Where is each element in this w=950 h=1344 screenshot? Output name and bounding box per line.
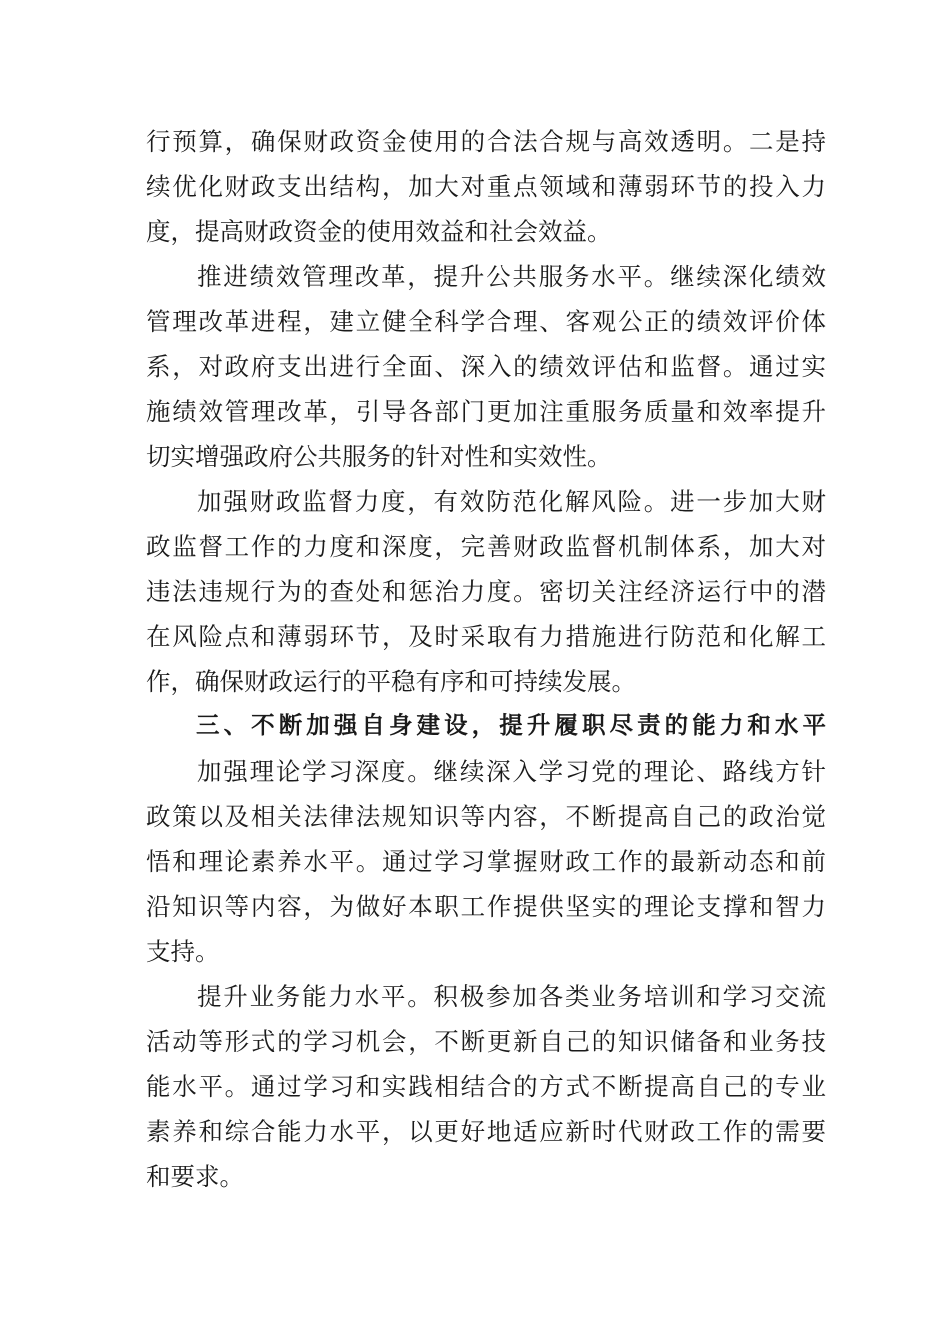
- paragraph-first-line: 提升业务能力水平。积极参加各类业务培训和学习交流: [197, 982, 826, 1011]
- text-line: 系，对政府支出进行全面、深入的绩效评估和监督。通过实: [146, 352, 826, 381]
- text-line: 违法违规行为的查处和惩治力度。密切关注经济运行中的潜: [146, 577, 826, 606]
- text-line: 度，提高财政资金的使用效益和社会效益。: [146, 217, 612, 246]
- text-line: 支持。: [146, 937, 220, 966]
- text-line: 素养和综合能力水平，以更好地适应新时代财政工作的需要: [146, 1117, 826, 1146]
- text-line: 在风险点和薄弱环节，及时采取有力措施进行防范和化解工: [146, 622, 826, 651]
- text-line: 和要求。: [146, 1162, 244, 1191]
- text-line: 管理改革进程，建立健全科学合理、客观公正的绩效评价体: [146, 307, 826, 336]
- text-line: 活动等形式的学习机会，不断更新自己的知识储备和业务技: [146, 1027, 826, 1056]
- text-line: 政监督工作的力度和深度，完善财政监督机制体系，加大对: [146, 532, 826, 561]
- text-line: 作，确保财政运行的平稳有序和可持续发展。: [146, 667, 636, 696]
- paragraph-first-line: 推进绩效管理改革，提升公共服务水平。继续深化绩效: [197, 262, 826, 291]
- paragraph-first-line: 加强财政监督力度，有效防范化解风险。进一步加大财: [197, 487, 826, 516]
- paragraph-first-line: 加强理论学习深度。继续深入学习党的理论、路线方针: [197, 757, 826, 786]
- text-line: 悟和理论素养水平。通过学习掌握财政工作的最新动态和前: [146, 847, 826, 876]
- text-line: 施绩效管理改革，引导各部门更加注重服务质量和效率提升: [146, 397, 826, 426]
- text-line: 能水平。通过学习和实践相结合的方式不断提高自己的专业: [146, 1072, 826, 1101]
- text-line: 行预算，确保财政资金使用的合法合规与高效透明。二是持: [146, 127, 826, 156]
- text-line: 续优化财政支出结构，加大对重点领域和薄弱环节的投入力: [146, 172, 826, 201]
- text-line: 沿知识等内容，为做好本职工作提供坚实的理论支撑和智力: [146, 892, 826, 921]
- text-line: 政策以及相关法律法规知识等内容，不断提高自己的政治觉: [146, 802, 826, 831]
- section-heading: 三、不断加强自身建设，提升履职尽责的能力和水平: [196, 711, 826, 739]
- text-line: 切实增强政府公共服务的针对性和实效性。: [146, 442, 612, 471]
